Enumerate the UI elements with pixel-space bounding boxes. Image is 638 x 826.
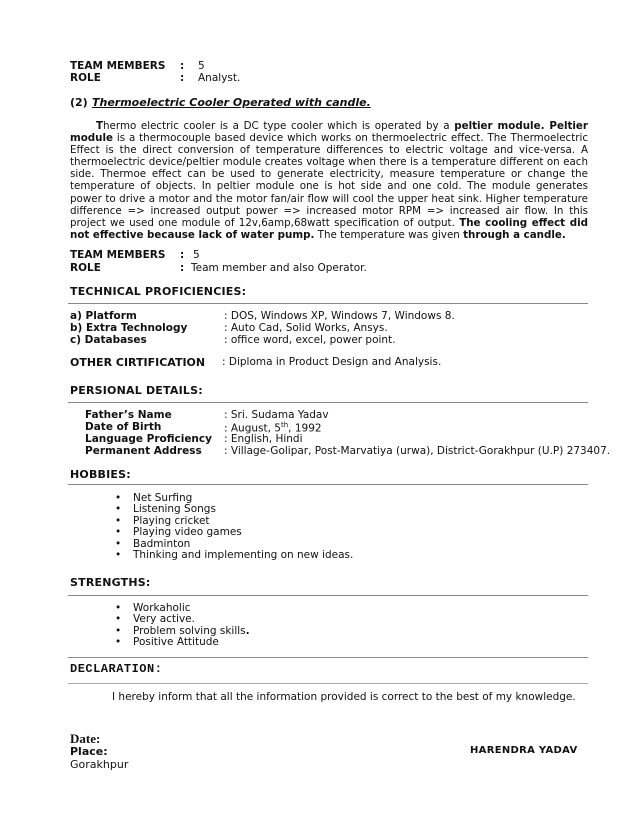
project-title: Thermoelectric Cooler Operated with candle.	[92, 96, 371, 109]
team-members-sep-2: :	[180, 249, 185, 261]
para-first-letter: T	[96, 120, 104, 132]
role-sep-2: :	[180, 262, 185, 274]
strengths-heading: STRENGTHS:	[70, 576, 151, 589]
personal-heading: PERSIONAL DETAILS:	[70, 384, 203, 397]
tech-value-platform: : DOS, Windows XP, Windows 7, Windows 8.	[224, 310, 455, 322]
team-members-sep: :	[180, 60, 185, 72]
hobbies-list	[115, 493, 353, 561]
project-number: (2)	[70, 96, 88, 109]
language-value: : English, Hindi	[224, 433, 303, 445]
list-item: • Workaholic	[115, 603, 250, 614]
list-item: • Net Surfing	[115, 493, 353, 504]
language-label: Language Proficiency	[85, 433, 212, 445]
role-value: Analyst.	[198, 72, 241, 84]
list-item: • Playing video games	[115, 527, 353, 538]
team-members-label: TEAM MEMBERS	[70, 60, 166, 72]
dob-label: Date of Birth	[85, 421, 162, 433]
address-value: : Village-Golipar, Post-Marvatiya (urwa), District-Gorakhpur (U.P) 273407.	[224, 445, 611, 457]
declaration-heading: DECLARATION:	[70, 662, 163, 676]
tech-value-extra: : Auto Cad, Solid Works, Ansys.	[224, 322, 388, 334]
divider	[68, 402, 588, 403]
address-label: Permanent Address	[85, 445, 202, 457]
list-item: • Badminton	[115, 539, 353, 550]
role-label: ROLE	[70, 72, 101, 84]
divider	[68, 657, 588, 658]
list-item: • Positive Attitude	[115, 637, 250, 648]
father-name-label: Father’s Name	[85, 409, 172, 421]
signature-name: HARENDRA YADAV	[470, 745, 578, 756]
role-sep: :	[180, 72, 185, 84]
place-value: Gorakhpur	[70, 758, 129, 771]
list-item: • Listening Songs	[115, 504, 353, 515]
team-members-value: 5	[198, 60, 205, 72]
list-item: • Very active.	[115, 614, 250, 625]
role-label-2: ROLE	[70, 262, 101, 274]
team-members-value-2: 5	[193, 249, 200, 261]
tech-label-databases: c) Databases	[70, 334, 147, 346]
tech-label-extra: b) Extra Technology	[70, 322, 188, 334]
certification-value: : Diploma in Product Design and Analysis.	[222, 356, 442, 368]
tech-label-platform: a) Platform	[70, 310, 137, 322]
hobbies-heading: HOBBIES:	[70, 468, 131, 481]
divider	[68, 484, 588, 485]
date-label: Date:	[70, 731, 101, 746]
list-item: • Playing cricket	[115, 516, 353, 527]
role-value-2: Team member and also Operator.	[191, 262, 367, 274]
strengths-list	[115, 603, 250, 649]
father-name-value: : Sri. Sudama Yadav	[224, 409, 329, 421]
certification-label: OTHER CIRTIFICATION	[70, 356, 206, 369]
technical-heading: TECHNICAL PROFICIENCIES:	[70, 285, 247, 298]
divider	[68, 683, 588, 684]
declaration-text: I hereby inform that all the information provided is correct to the best of my knowledge.	[112, 691, 576, 703]
divider	[68, 303, 588, 304]
list-item: • Thinking and implementing on new ideas.	[115, 550, 353, 561]
project-description: Thermo electric cooler is a DC type cooler which is operated by a peltier module. Peltier module is a thermocouple based device which works on thermoelectric effect. The Thermoelectric Effect is the direct conversion of temperature differences to electric voltage and vice-versa. A thermoelectric device/peltier module creates voltage when there is a temperature different on each side. Thermoe effect can be used to generate electricity, measure temperature or change the temperature of objects. In peltier module one is hot side and one cold. The module generates power to drive a motor and the motor fan/air flow will cool the upper heat sink. Higher temperature difference => increased output power => increased motor RPM => increased air flow. In this project we used one module of 12v,6amp,68watt specification of output. The cooling effect did not effective because lack of water pump. The temperature was given through a candle.	[70, 120, 588, 241]
place-label: Place:	[70, 745, 108, 758]
list-item: • Problem solving skills.	[115, 626, 250, 637]
divider	[68, 595, 588, 596]
dob-value: : August, 5th, 1992	[224, 421, 322, 435]
team-members-label-2: TEAM MEMBERS	[70, 249, 166, 261]
tech-value-databases: : office word, excel, power point.	[224, 334, 396, 346]
